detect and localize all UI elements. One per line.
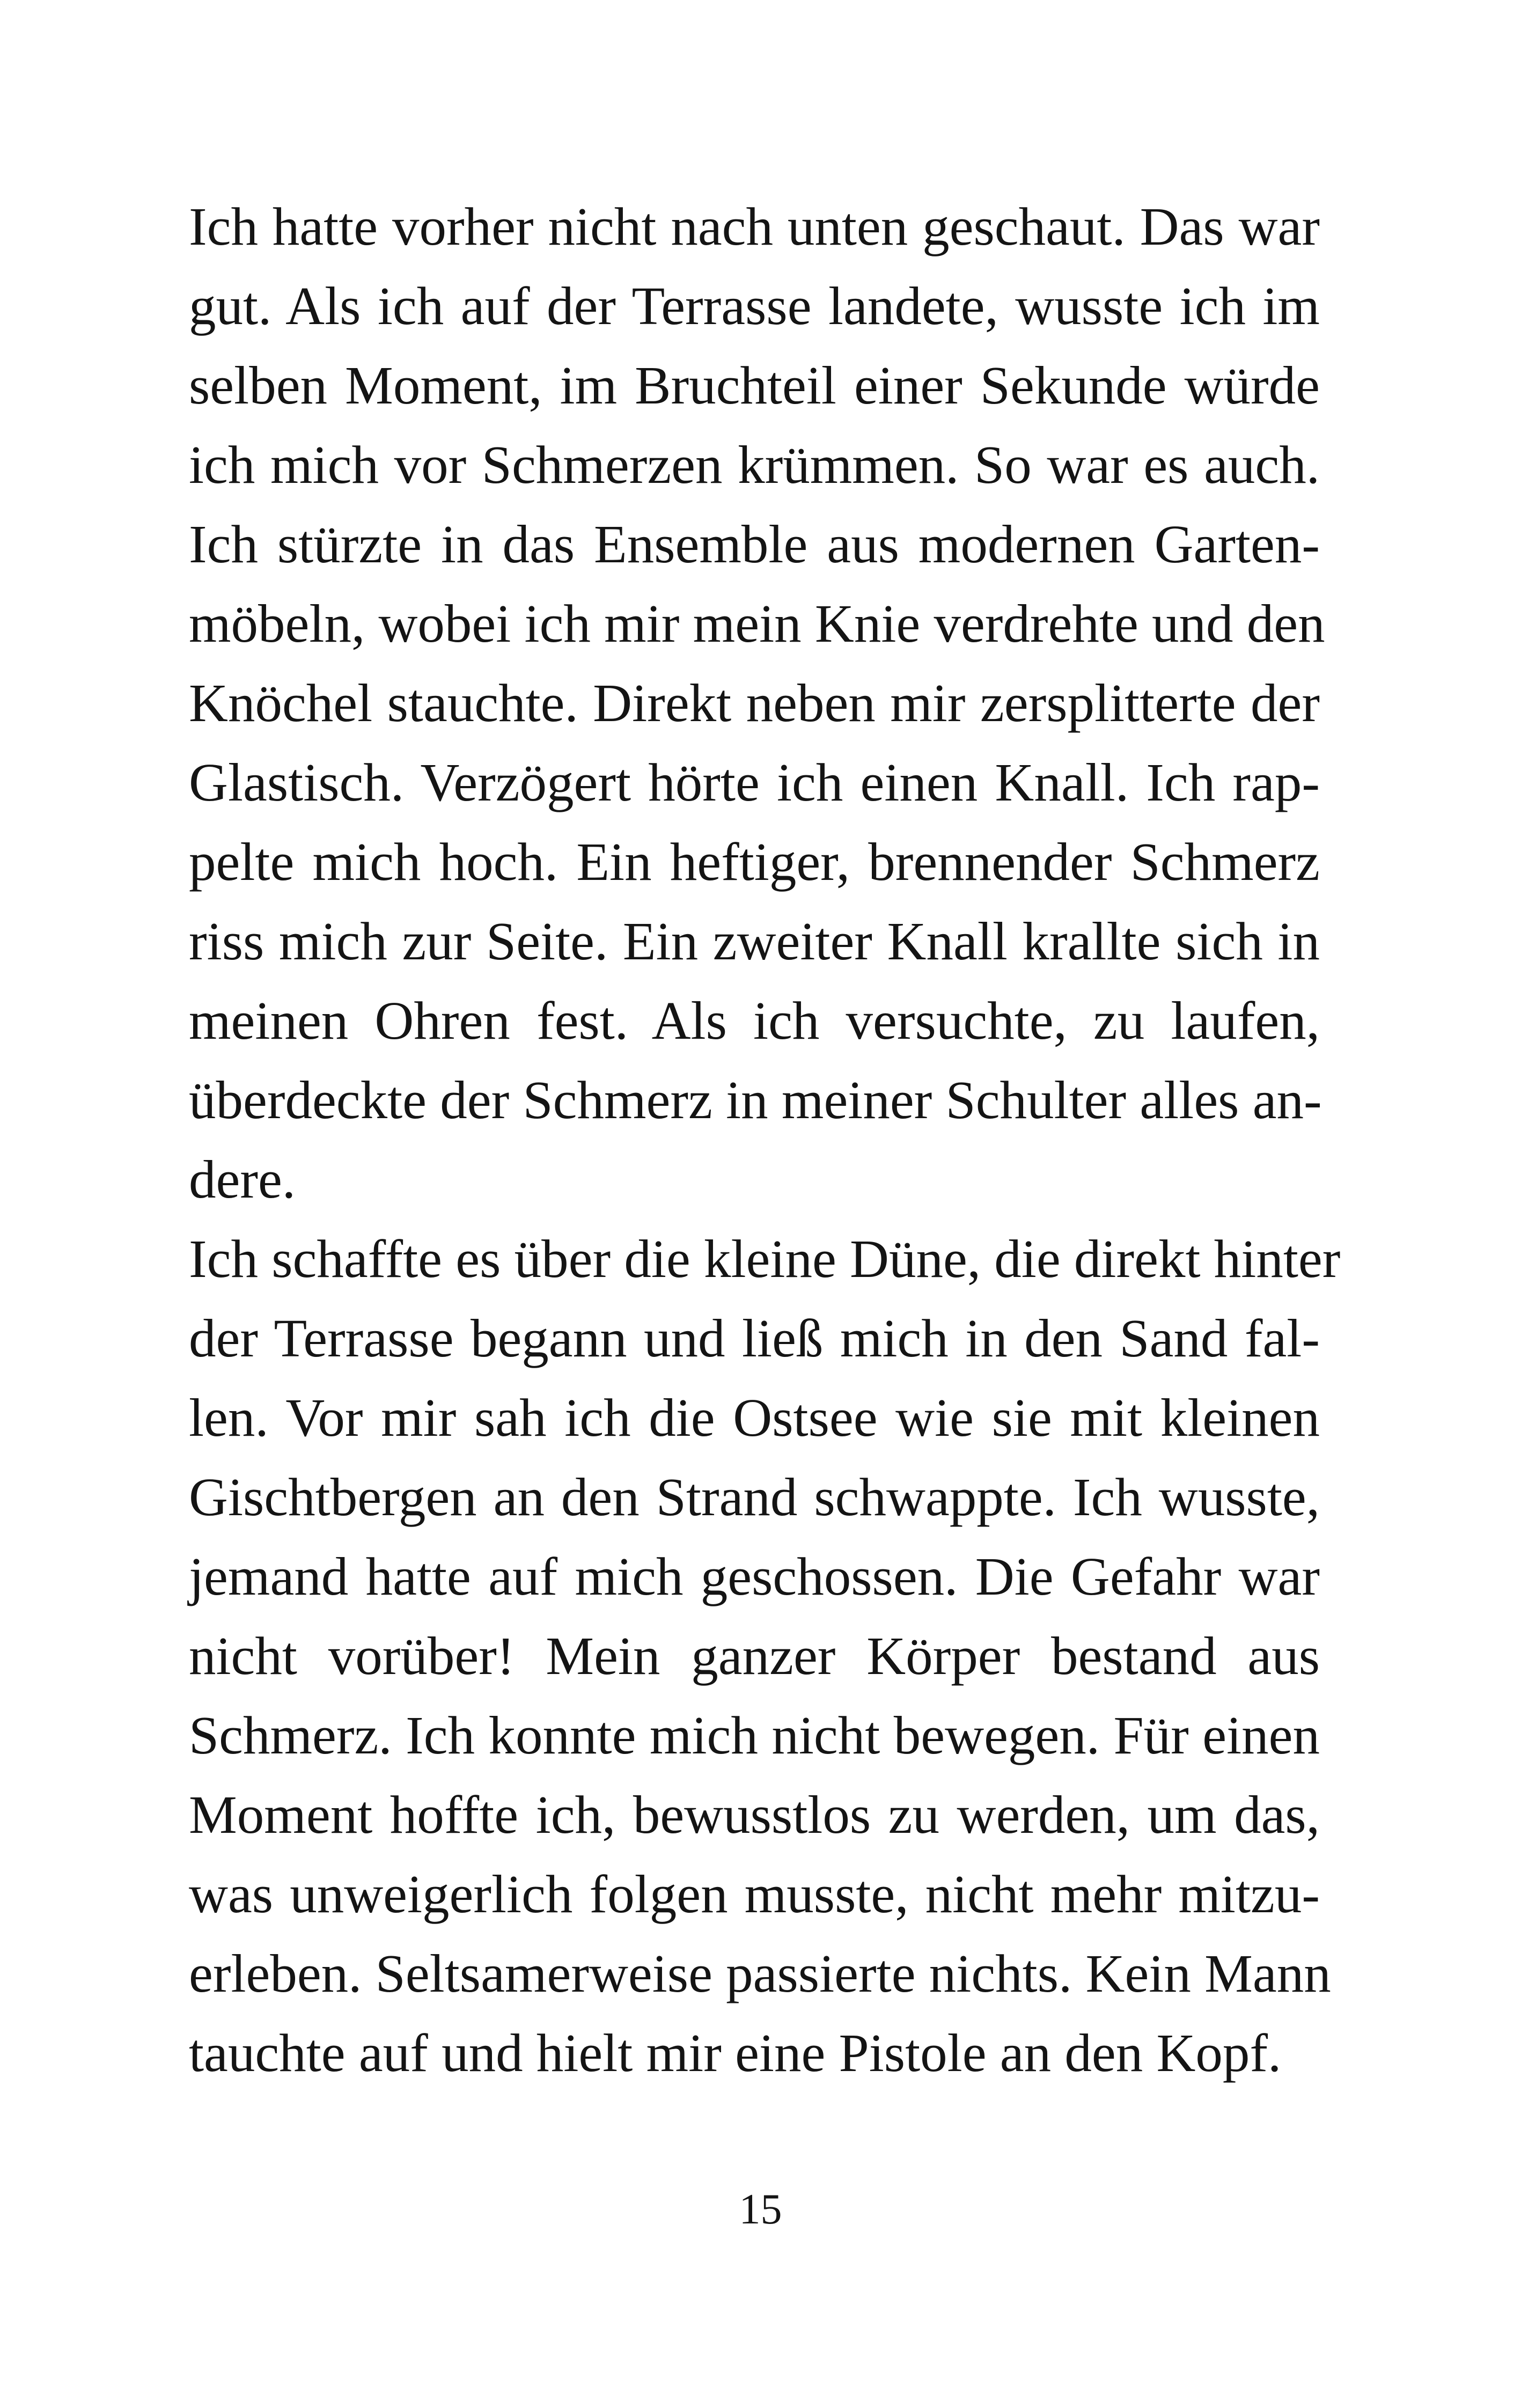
paragraph-1 (189, 187, 1325, 1219)
text-line: jemand hatte auf mich geschossen. Die Gefahr war (189, 1546, 1320, 1606)
text-line: was unweigerlich folgen musste, nicht mehr mitzu- (189, 1864, 1320, 1924)
text-line: der Terrasse begann und ließ mich in den Sand fal- (189, 1308, 1320, 1368)
text-line: meinen Ohren fest. Als ich versuchte, zu laufen, (189, 990, 1320, 1051)
text-line: Schmerz. Ich konnte mich nicht bewegen. Für einen (189, 1705, 1320, 1765)
paragraph-2 (189, 1219, 1341, 2093)
text-line: tauchte auf und hielt mir eine Pistole an den Kopf. (189, 2023, 1282, 2083)
text-line: möbeln, wobei ich mir mein Knie verdrehte und den (189, 593, 1325, 654)
text-line: nicht vorüber! Mein ganzer Körper bestand aus (189, 1626, 1320, 1686)
text-line: dere. (189, 1149, 296, 1209)
text-line: Knöchel stauchte. Direkt neben mir zersplitterte der (189, 673, 1320, 733)
text-line: Moment hoffte ich, bewusstlos zu werden, um das, (189, 1785, 1320, 1845)
page-number: 15 (739, 2186, 782, 2233)
text-line: erleben. Seltsamerweise passierte nichts. Kein Mann (189, 1943, 1331, 2003)
text-line: ich mich vor Schmerzen krümmen. So war es auch. (189, 435, 1320, 495)
text-line: überdeckte der Schmerz in meiner Schulter alles an- (189, 1070, 1322, 1130)
text-line: Glastisch. Verzögert hörte ich einen Knall. Ich rap- (189, 752, 1320, 812)
text-line: pelte mich hoch. Ein heftiger, brennender Schmerz (189, 832, 1320, 892)
text-line: selben Moment, im Bruchteil einer Sekunde würde (189, 355, 1320, 415)
text-line: Ich hatte vorher nicht nach unten geschaut. Das war (189, 196, 1320, 256)
body-text (189, 187, 1341, 2093)
text-line: gut. Als ich auf der Terrasse landete, wusste ich im (189, 276, 1320, 336)
text-line: Ich stürzte in das Ensemble aus modernen Garten- (189, 514, 1320, 574)
text-line: len. Vor mir sah ich die Ostsee wie sie mit kleinen (189, 1387, 1320, 1448)
text-line: riss mich zur Seite. Ein zweiter Knall krallte sich in (189, 911, 1320, 971)
text-line: Gischtbergen an den Strand schwappte. Ich wusste, (189, 1467, 1320, 1527)
text-line: Ich schaffte es über die kleine Düne, die direkt hinter (189, 1229, 1341, 1289)
